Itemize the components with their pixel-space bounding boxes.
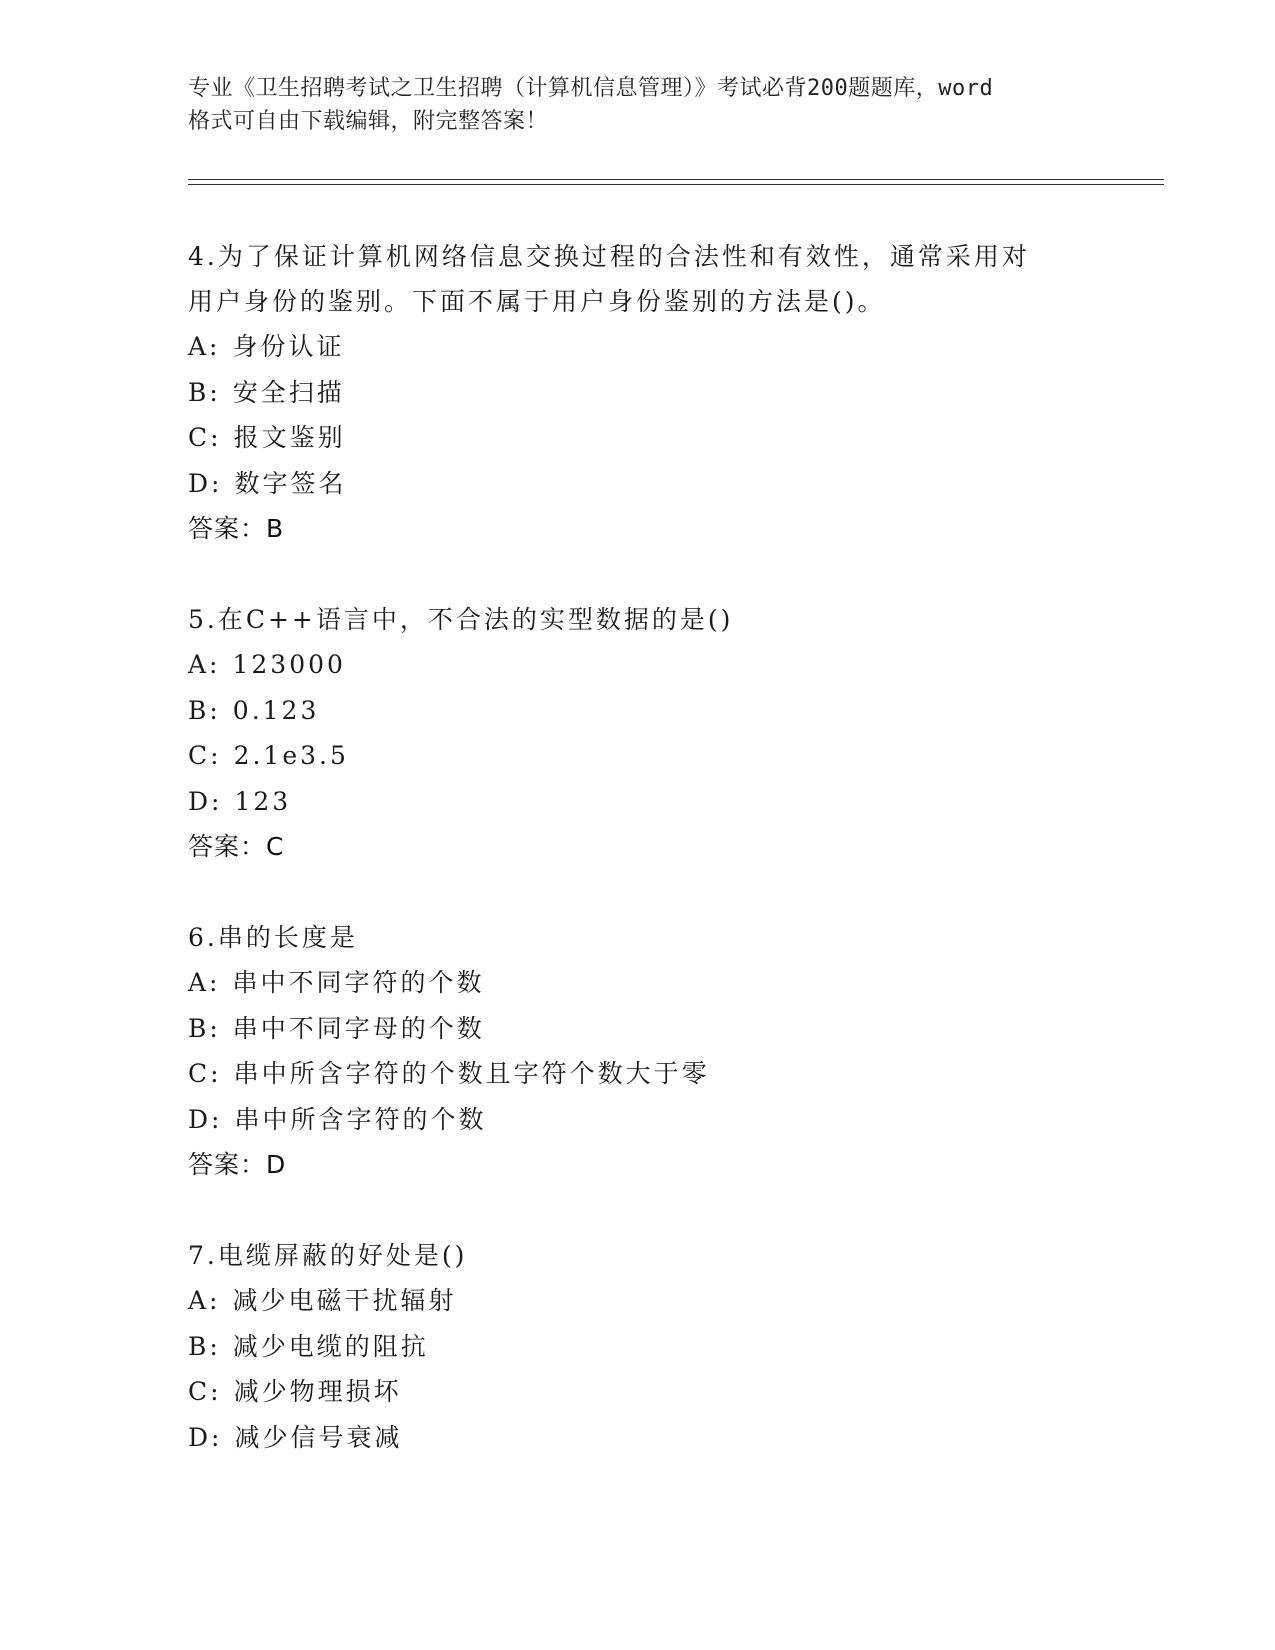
option-c — [188, 733, 1088, 779]
answer-line: 答案：C — [188, 832, 285, 861]
option-text: 串中所含字符的个数 — [234, 1104, 487, 1134]
header-line-2: 格式可自由下载编辑，附完整答案！ — [188, 109, 549, 134]
option-letter: A: — [188, 650, 221, 679]
option-text: 报文鉴别 — [233, 423, 346, 452]
option-letter: A: — [188, 332, 221, 361]
option-letter: B: — [188, 1013, 221, 1043]
option-letter: B: — [188, 377, 221, 407]
option-letter: D: — [188, 1422, 223, 1452]
question-item — [188, 234, 1088, 551]
option-text: 数字签名 — [234, 468, 347, 498]
question-stem: 4.为了保证计算机网络信息交换过程的合法性和有效性，通常采用对 — [188, 242, 1030, 271]
option-text: 123000 — [232, 650, 346, 679]
header-line-1: 专业《卫生招聘考试之卫生招聘（计算机信息管理）》考试必背200题题库，word — [188, 76, 994, 101]
option-letter: A: — [188, 968, 221, 997]
option-text: 串中所含字符的个数且字符个数大于零 — [233, 1059, 710, 1088]
option-c — [188, 1369, 1088, 1415]
option-letter: B: — [188, 1331, 221, 1361]
option-letter: D: — [188, 786, 223, 816]
option-letter: D: — [188, 1104, 223, 1134]
option-text: 减少物理损坏 — [233, 1377, 402, 1406]
option-a — [188, 1278, 1088, 1324]
header-divider-top — [188, 179, 1164, 180]
option-letter: B: — [188, 695, 221, 725]
header-divider-bottom — [188, 184, 1164, 185]
option-text: 安全扫描 — [232, 377, 345, 407]
option-d — [188, 461, 1088, 507]
option-b — [188, 1006, 1088, 1052]
question-stem: 6.串的长度是 — [188, 923, 358, 952]
option-text: 减少电缆的阻抗 — [232, 1331, 429, 1361]
option-d — [188, 1097, 1088, 1143]
option-letter: A: — [188, 1286, 221, 1315]
answer-line: 答案：B — [188, 514, 285, 543]
option-text: 123 — [234, 786, 292, 816]
option-d — [188, 779, 1088, 825]
question-item — [188, 915, 1088, 1187]
answer-line: 答案：D — [188, 1150, 287, 1179]
option-c — [188, 1051, 1088, 1097]
option-a — [188, 960, 1088, 1006]
question-stem: 7.电缆屏蔽的好处是() — [188, 1241, 468, 1270]
option-b — [188, 1324, 1088, 1370]
option-text: 减少信号衰减 — [234, 1422, 403, 1452]
question-list — [188, 234, 1088, 1506]
option-letter: C: — [188, 1059, 222, 1088]
option-a — [188, 642, 1088, 688]
option-text: 2.1e3.5 — [233, 741, 349, 770]
option-text: 0.123 — [232, 695, 320, 725]
option-c — [188, 415, 1088, 461]
question-stem: 5.在C++语言中，不合法的实型数据的是() — [188, 605, 734, 634]
option-text: 身份认证 — [232, 332, 345, 361]
option-b — [188, 688, 1088, 734]
question-item — [188, 1233, 1088, 1460]
option-letter: C: — [188, 1377, 222, 1406]
option-letter: C: — [188, 423, 222, 452]
option-b — [188, 370, 1088, 416]
option-letter: D: — [188, 468, 223, 498]
option-letter: C: — [188, 741, 222, 770]
option-text: 串中不同字符的个数 — [232, 968, 485, 997]
option-d — [188, 1415, 1088, 1461]
option-a — [188, 324, 1088, 370]
option-text: 减少电磁干扰辐射 — [232, 1286, 457, 1315]
question-stem-continued: 用户身份的鉴别。下面不属于用户身份鉴别的方法是()。 — [188, 287, 886, 316]
option-text: 串中不同字母的个数 — [232, 1013, 485, 1043]
question-item — [188, 597, 1088, 869]
document-header — [188, 72, 1088, 138]
